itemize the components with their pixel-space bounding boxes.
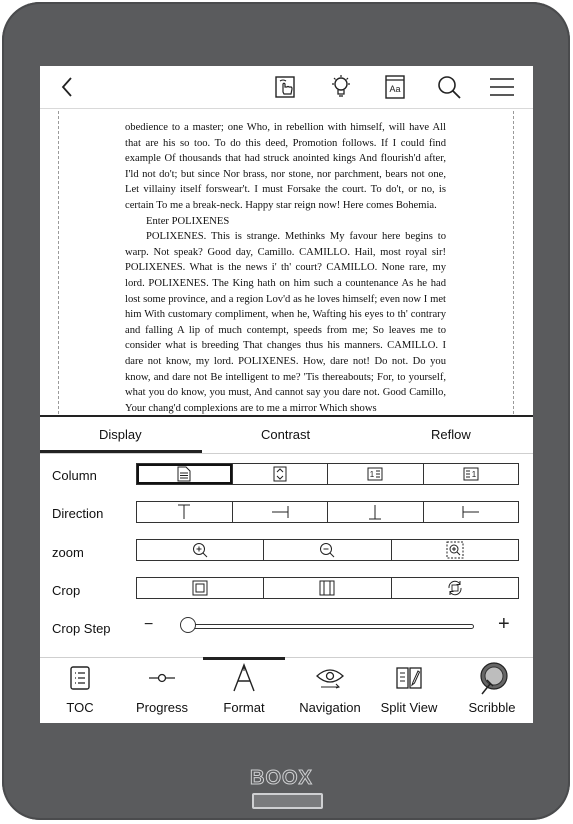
- zoom-in-icon[interactable]: [137, 540, 263, 560]
- menu-item-scribble[interactable]: [465, 658, 519, 723]
- menu-item-label: Scribble: [468, 700, 516, 715]
- zoom-label: zoom: [52, 545, 84, 560]
- frontlight-bulb-icon[interactable]: [326, 72, 356, 102]
- navigation-icon: [315, 658, 345, 698]
- menu-item-label: Format: [223, 700, 265, 715]
- auto-column-icon[interactable]: [232, 464, 328, 484]
- column-label: Column: [52, 468, 97, 483]
- crop-step-label: Crop Step: [52, 621, 111, 636]
- search-icon[interactable]: [434, 72, 464, 102]
- text-paragraph: POLIXENES. This is strange. Methinks My favour here begins to warp. Not speak? Good day, Camillo. CAMILLO. Hail, most royal sir! POLIXENES. What is the news i' th' court? CAMILLO. None rare, my lord. POLIXENES. The King hath on him such a countenance As he had lost some province, and a region Lov'd as he loves himself; even now I met him With customary compliment, when he, Wafting his eyes to th' contrary and falling A lip of much contempt, speeds from me; So leaves me to consider what is breeding That changes thus his manners. CAMILLO. I dare not know, my lord. POLIXENES. How, dare not! Do not. Do you know, and dare not Be intelligent to me? 'Tis thereabouts; For, to yourself, what you do know, you must, And cannot say you dare not. Good Camillo, Your chang'd complexions are to me a mirror Which shows: [125, 231, 446, 414]
- tab-contrast[interactable]: Contrast: [261, 427, 311, 442]
- progress-icon: [148, 658, 176, 698]
- scribble-icon: [474, 658, 510, 698]
- menu-icon[interactable]: [487, 72, 517, 102]
- menu-item-navigation[interactable]: [292, 658, 368, 723]
- menu-item-progress[interactable]: [130, 658, 194, 723]
- crop-step-slider-knob[interactable]: [180, 617, 196, 633]
- format-icon: [231, 658, 257, 698]
- single-column-icon[interactable]: [137, 464, 232, 484]
- screen: [40, 66, 533, 723]
- zoom-selection-icon[interactable]: [391, 540, 518, 560]
- toc-icon: [69, 658, 91, 698]
- scribble-hand-icon[interactable]: [271, 72, 301, 102]
- split-view-icon: [395, 658, 423, 698]
- direction-left-icon[interactable]: [423, 502, 519, 522]
- text-paragraph: obedience to a master; one Who, in rebellion with himself, will have All that are his so too. To do this deed, Promotion follows. If I could find example Of thousands that had struck anointed kings And flourish'd after, I'ld not do't; but since Nor brass, nor stone, nor parchment, bears not one, Let villainy itself forswear't. I must Forsake the court. To do't, or no, is certain To me a break-neck. Happy star reign now! Here comes Bohemia.: [125, 122, 446, 211]
- top-toolbar: [40, 66, 533, 109]
- direction-bottom-icon[interactable]: [327, 502, 423, 522]
- direction-options: [136, 501, 519, 523]
- svg-text:1: 1: [471, 470, 476, 479]
- menu-item-format[interactable]: [217, 658, 271, 723]
- crop-manual-icon[interactable]: [391, 578, 518, 598]
- book-text: [125, 120, 446, 416]
- brand-logo: BOOX: [250, 767, 313, 789]
- direction-top-icon[interactable]: [137, 502, 232, 522]
- crop-width-icon[interactable]: [263, 578, 390, 598]
- panel-tabs: [40, 417, 533, 454]
- crop-options: [136, 577, 519, 599]
- reading-page[interactable]: [40, 109, 533, 414]
- margin-guide-left: [58, 111, 59, 414]
- two-column-left-icon[interactable]: [327, 464, 423, 484]
- svg-text:Aa: Aa: [389, 84, 401, 94]
- column-options: [136, 463, 519, 485]
- crop-auto-icon[interactable]: [137, 578, 263, 598]
- stage-direction: Enter POLIXENES: [146, 215, 230, 227]
- crop-step-decrease-button[interactable]: −: [144, 616, 154, 633]
- bottom-toolbar: [40, 657, 533, 723]
- tab-reflow[interactable]: Reflow: [431, 427, 471, 442]
- menu-item-label: Navigation: [299, 700, 361, 715]
- menu-item-label: TOC: [66, 700, 94, 715]
- crop-label: Crop: [52, 583, 81, 598]
- active-tab-indicator: [40, 450, 202, 453]
- zoom-out-icon[interactable]: [263, 540, 390, 560]
- crop-step-increase-button[interactable]: +: [498, 613, 510, 635]
- font-book-icon[interactable]: [380, 72, 410, 102]
- two-column-right-icon[interactable]: [423, 464, 519, 484]
- menu-item-label: Progress: [135, 700, 189, 715]
- back-icon[interactable]: [52, 72, 82, 102]
- menu-item-label: Split View: [380, 700, 438, 715]
- crop-step-slider-track[interactable]: [186, 624, 474, 629]
- home-button[interactable]: [252, 793, 323, 809]
- direction-label: Direction: [52, 506, 104, 521]
- zoom-options: [136, 539, 519, 561]
- direction-right-icon[interactable]: [232, 502, 328, 522]
- menu-item-toc[interactable]: [58, 658, 102, 723]
- menu-item-split-view[interactable]: [377, 658, 441, 723]
- tab-display[interactable]: Display: [99, 427, 142, 442]
- margin-guide-right: [513, 111, 514, 414]
- svg-text:1: 1: [370, 470, 375, 479]
- format-panel: [40, 415, 533, 659]
